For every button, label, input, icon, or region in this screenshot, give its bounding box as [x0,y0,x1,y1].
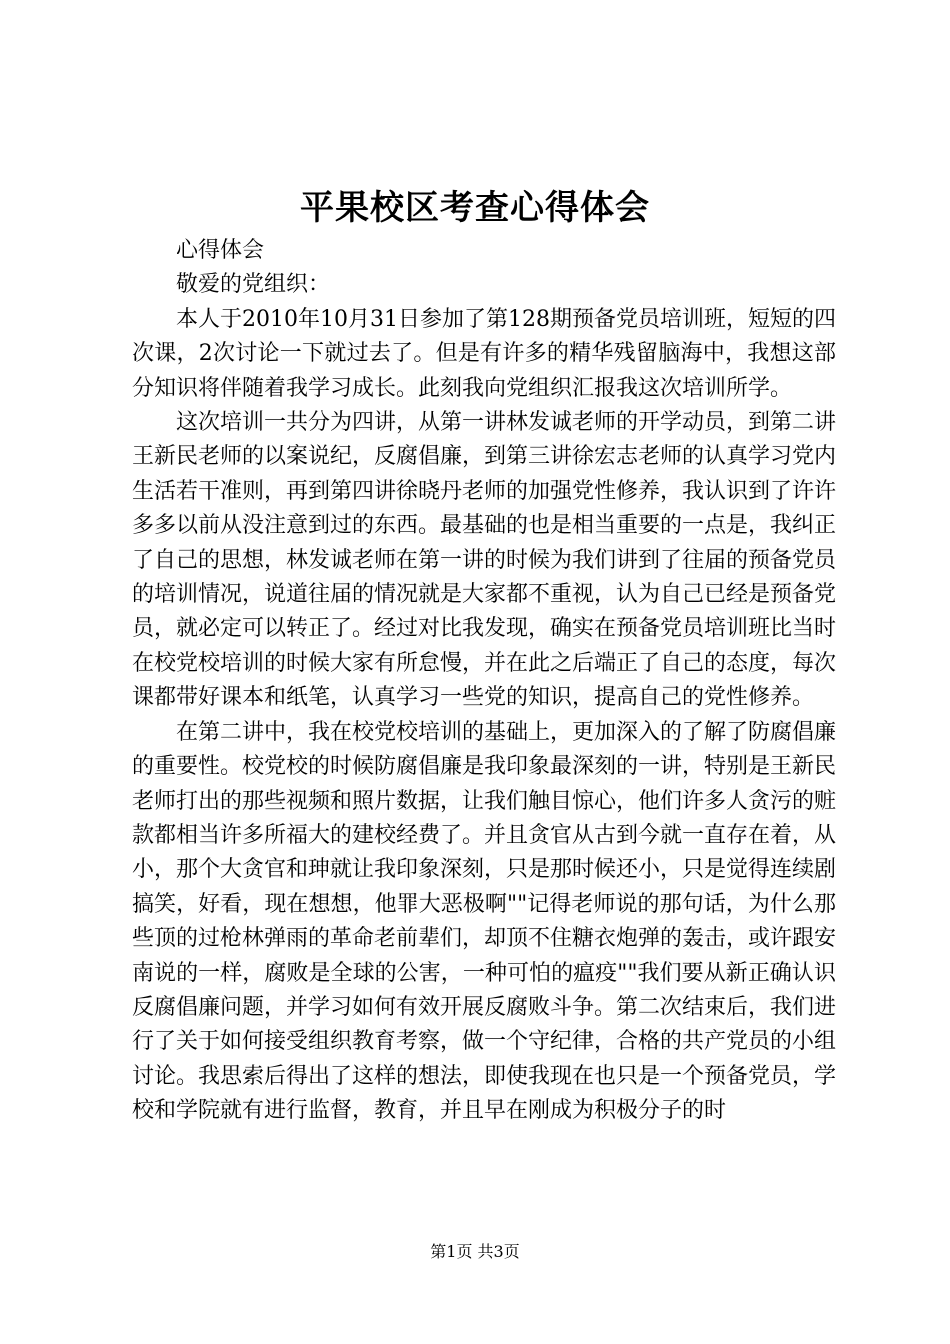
body-paragraph: 这次培训一共分为四讲，从第一讲林发诚老师的开学动员，到第二讲王新民老师的以案说纪，反腐倡廉，到第三讲徐宏志老师的认真学习党内生活若干准则，再到第四讲徐晓丹老师的加强党性修养，我认识到了许许多多以前从没注意到过的东西。最基础的也是相当重要的一点是，我纠正了自己的思想，林发诚老师在第一讲的时候为我们讲到了往届的预备党员的培训情况，说道往届的情况就是大家都不重视，认为自己已经是预备党员，就必定可以转正了。经过对比我发现，确实在预备党员培训班比当时在校党校培训的时候大家有所怠慢，并在此之后端正了自己的态度，每次课都带好课本和纸笔，认真学习一些党的知识，提高自己的党性修养。 [132,410,837,711]
document-body [132,234,836,1129]
page-number-footer: 第1页 共3页 [430,1242,520,1261]
document-title: 平果校区考查心得体会 [300,188,650,228]
salutation-heading: 心得体会 [176,238,265,263]
body-paragraph: 在第二讲中，我在校党校培训的基础上，更加深入的了解了防腐倡廉的重要性。校党校的时候防腐倡廉是我印象最深刻的一讲，特别是王新民老师打出的那些视频和照片数据，让我们触目惊心，他们许多人贪污的赃款都相当许多所福大的建校经费了。并且贪官从古到今就一直存在着，从小，那个大贪官和珅就让我印象深刻，只是那时候还小，只是觉得连续剧搞笑，好看，现在想想，他罪大恶极啊""记得老师说的那句话，为什么那些顶的过枪林弹雨的革命老前辈们，却顶不住糖衣炮弹的轰击，或许跟安南说的一样，腐败是全球的公害，一种可怕的瘟疫""我们要从新正确认识反腐倡廉问题，并学习如何有效开展反腐败斗争。第二次结束后，我们进行了关于如何接受组织教育考察，做一个守纪律，合格的共产党员的小组讨论。我思索后得出了这样的想法，即使我现在也只是一个预备党员，学校和学院就有进行监督，教育，并且早在刚成为积极分子的时 [132,719,837,1124]
salutation-recipient: 敬爱的党组织： [176,272,331,298]
body-paragraph: 本人于2010年10月31日参加了第128期预备党员培训班，短短的四次课，2次讨论一下就过去了。但是有许多的精华残留脑海中，我想这部分知识将伴随着我学习成长。此刻我向党组织汇报我这次培训所学。 [132,306,836,401]
